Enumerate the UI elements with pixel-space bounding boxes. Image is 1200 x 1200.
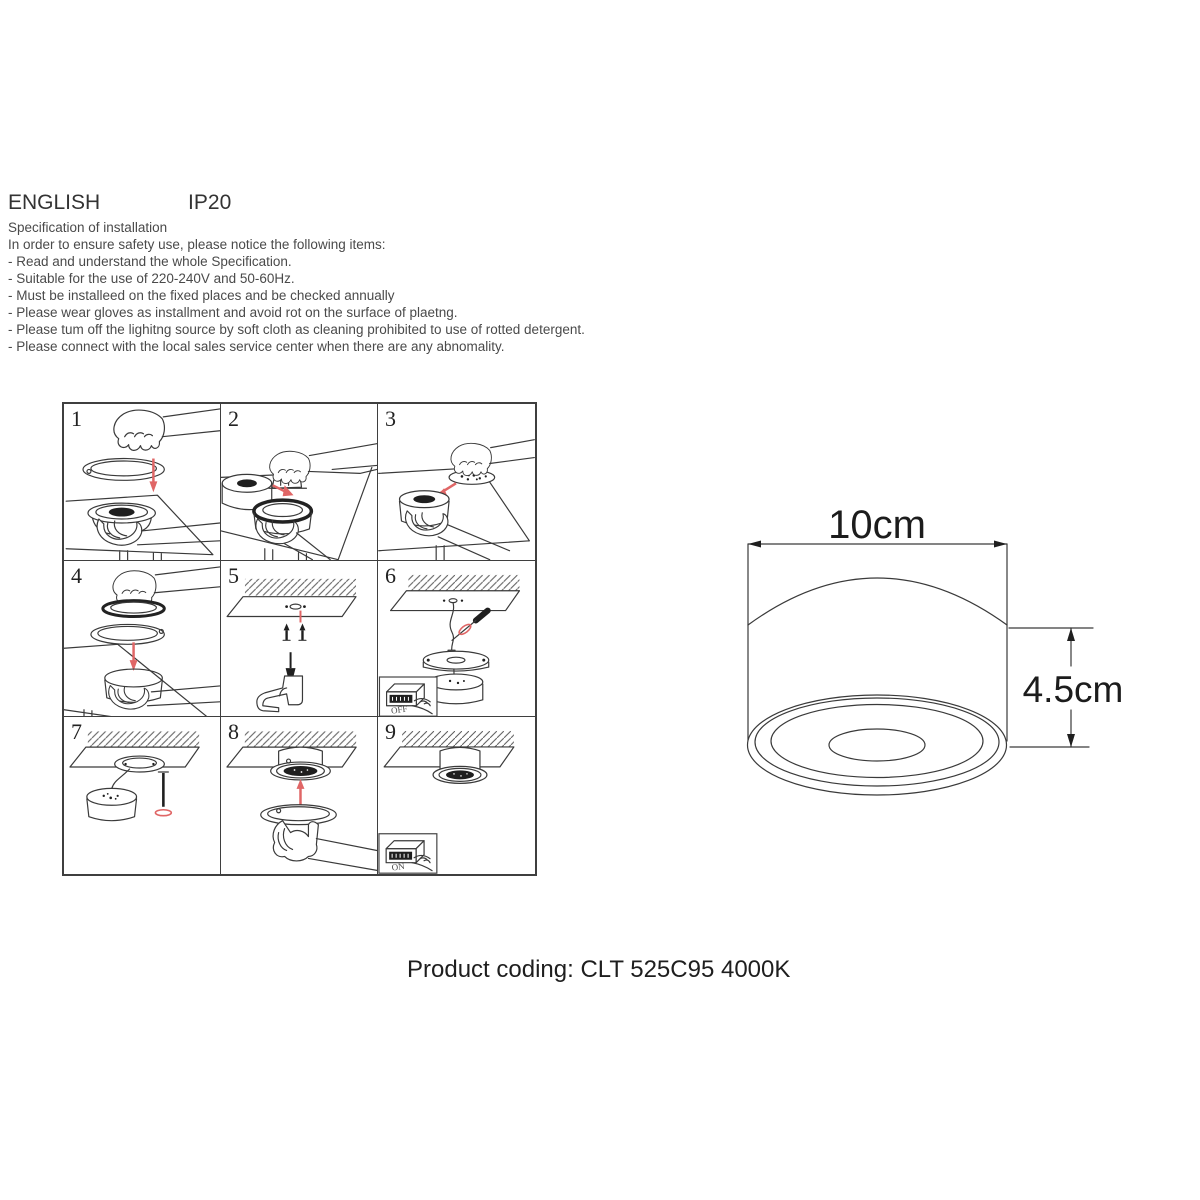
step-cell-1 [64, 404, 221, 561]
step-number: 4 [71, 562, 82, 588]
step-8-illustration [221, 717, 377, 874]
step-number: 7 [71, 719, 82, 745]
step-6-illustration [378, 561, 535, 717]
spec-item: - Please tum off the lighitng source by soft cloth as cleaning prohibited to use of rotted detergent. [8, 322, 585, 337]
step-1-illustration [64, 404, 220, 560]
step-4-illustration [64, 561, 220, 717]
ip-rating-label: IP20 [188, 191, 232, 214]
step-7-illustration [64, 717, 220, 874]
diameter-label: 10cm [828, 503, 926, 547]
step-cell-7 [64, 717, 221, 874]
header [8, 191, 231, 215]
step-cell-9 [378, 717, 535, 874]
step-3-illustration [378, 404, 535, 560]
product-coding: Product coding: CLT 525C95 4000K [407, 956, 791, 983]
step-number: 1 [71, 406, 82, 431]
spec-item: - Read and understand the whole Specification. [8, 254, 292, 269]
spec-intro: In order to ensure safety use, please notice the following items: [8, 237, 386, 252]
step-cell-2 [221, 404, 378, 561]
step-cell-3 [378, 404, 535, 561]
specification-block [8, 219, 585, 355]
step-5-illustration [221, 561, 377, 717]
height-label: 4.5cm [1022, 669, 1124, 710]
spec-title: Specification of installation [8, 220, 168, 235]
step-number: 6 [385, 562, 396, 588]
step-cell-5 [221, 561, 378, 718]
step-number: 9 [385, 719, 396, 745]
switch-off-inset [379, 677, 437, 716]
step-2-illustration [221, 404, 377, 560]
step-9-illustration [378, 717, 535, 874]
fixture-bottom-face [748, 695, 1007, 795]
fixture-top-edge [748, 578, 1007, 625]
step-number: 8 [228, 719, 239, 745]
step-cell-4 [64, 561, 221, 718]
step-number: 3 [385, 406, 396, 431]
switch-off-label: OFF [390, 703, 409, 716]
language-label: ENGLISH [8, 191, 101, 214]
step-cell-8 [221, 717, 378, 874]
spec-item: - Please connect with the local sales service center when there are any abnomality. [8, 339, 505, 354]
step-cell-6 [378, 561, 535, 718]
spec-item: - Must be installeed on the fixed places and be checked annually [8, 288, 395, 303]
switch-on-label: ON [391, 861, 406, 873]
installation-steps-grid [62, 402, 537, 876]
switch-on-inset [379, 834, 437, 873]
step-number: 2 [228, 406, 239, 431]
product-dimension-diagram [733, 496, 1153, 816]
spec-item: - Suitable for the use of 220-240V and 50-60Hz. [8, 271, 295, 286]
spec-item: - Please wear gloves as installment and avoid rot on the surface of plaetng. [8, 305, 458, 320]
step-number: 5 [228, 562, 239, 588]
